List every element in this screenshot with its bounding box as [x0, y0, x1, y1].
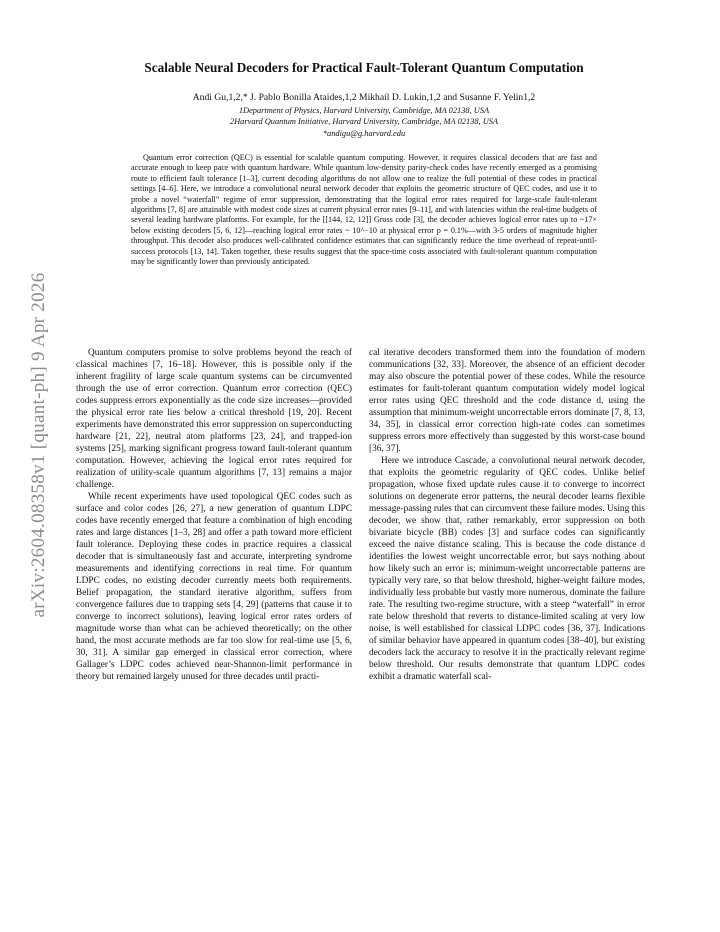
body-paragraph: Quantum computers promise to solve problems beyond the reach of classical machines [7, 16–18]. However, this is possible only if the inherent fragility of large scale quantum systems can be circumvented through the use of error correction. Quantum error correction (QEC) codes suppress errors exponentially as the code size increases—provided the physical error rate lies below a critical threshold [19, 20]. Recent experiments have demonstrated this error suppression on superconducting hardware [21, 22], neutral atom platforms [23, 24], and trapped-ion systems [25], marking significant progress toward fault-tolerant quantum computation. However, achieving the logical error rates required for realization of utility-scale quantum algorithms [7, 13] remains a major challenge.	[76, 348, 352, 490]
body-paragraph: cal iterative decoders transformed them into the foundation of modern communications [32, 33]. Moreover, the absence of an efficient decoder may also obscure the potential power of these codes. While the resource estimates for fault-tolerant quantum computation widely model logical error rates using QEC threshold and the code distance d, using the assumption that minimum-weight uncorrectable errors dominate [7, 8, 13, 34, 35], in classical error correction high-rate codes can sometimes suppress errors more effectively than suggested by this worst-case bound [36, 37].	[369, 348, 645, 454]
body-paragraph: Here we introduce Cascade, a convolutional neural network decoder, that exploits the geometric regularity of QEC codes. Unlike belief propagation, whose fixed update rules cause it to converge to incorrect solutions on degenerate error patterns, the neural decoder learns flexible message-passing rules that can circumvent these failure modes. Using this decoder, we show that, rather remarkably, error suppression on both bivariate bicycle (BB) codes [3] and surface codes can significantly exceed the naive distance scaling. This is because the code distance d identifies the lowest weight uncorrectable error, but says nothing about how likely such an error is; minimum-weight uncorrectable patterns are typically very rare, so that below threshold, higher-weight failure modes, individually less probable but vastly more numerous, dominate the failure rate. The resulting two-regime structure, with a steep “waterfall” in error rate below threshold that reverts to distance-limited scaling at very low noise, is well established for classical LDPC codes [36, 37]. Indications of similar behavior have appeared in quantum codes [38–40], but existing decoders lack the accuracy to resolve it in the practically relevant regime below threshold. Our results demonstrate that quantum LDPC codes exhibit a dramatic waterfall scal-	[369, 456, 645, 682]
body-paragraph: While recent experiments have used topological QEC codes such as surface and color codes [26, 27], a new generation of quantum LDPC codes have recently emerged that feature a combination of high encoding rates and large distances [1–3, 28] and offer a path toward more efficient fault tolerance. Deploying these codes in practice requires a classical decoder that is simultaneously fast and accurate, interpreting syndrome measurements and identifying corrections in real time. For quantum LDPC codes, no existing decoder currently meets both requirements. Belief propagation, the standard iterative algorithm, suffers from convergence failures due to trapping sets [4, 29] (patterns that cause it to converge to incorrect solutions), leaving logical error rates orders of magnitude worse than what can be achieved theoretically; on the other hand, the most accurate methods are far too slow for real-time use [5, 6, 30, 31]. A similar gap emerged in classical error correction, where Gallager’s LDPC codes achieved near-Shannon-limit performance in theory but remained largely unused for three decades until practi-	[76, 492, 352, 682]
body-column-left	[76, 347, 352, 683]
arxiv-sidebar-stamp	[20, 215, 58, 675]
paper-title: Scalable Neural Decoders for Practical Fault-Tolerant Quantum Computation	[144, 60, 584, 75]
body-column-right	[369, 347, 645, 683]
affiliation-2: 2Harvard Quantum Initiative, Harvard University, Cambridge, MA 02138, USA	[229, 117, 499, 126]
arxiv-id: arXiv:2604.08358v1 [quant-ph] 9 Apr 2026	[28, 272, 49, 618]
corresponding-email: *andigu@g.harvard.edu	[322, 129, 406, 138]
affiliation-1: 1Department of Physics, Harvard University, Cambridge, MA 02138, USA	[238, 106, 490, 115]
abstract: Quantum error correction (QEC) is essential for scalable quantum computing. However, it requires classical decoders that are fast and accurate enough to keep pace with quantum hardware. While quantum low-density parity-check codes have recently emerged as a promising route to efficient fault tolerance [1–3], current decoding algorithms do not allow one to realize the full potential of these codes in practical settings [4–6]. Here, we introduce a convolutional neural network decoder that exploits the geometric structure of QEC codes, and use it to probe a novel “waterfall” regime of error suppression, demonstrating that the logical error rates required for large-scale fault-tolerant algorithms [7, 8] are attainable with modest code sizes at current physical error rates [9–11], and with latencies within the real-time budgets of several leading hardware platforms. For example, for the [[144, 12, 12]] Gross code [3], the decoder achieves logical error rates up to ~17× below existing decoders [5, 6, 12]—reaching logical error rates ~ 10^−10 at physical error p = 0.1%—with 3-5 orders of magnitude higher throughput. This decoder also produces well-calibrated confidence estimates that can significantly reduce the time overhead of repeat-until-success protocols [13, 14]. Taken together, these results suggest that the space-time costs associated with fault-tolerant quantum computation may be significantly lower than previously anticipated.	[131, 153, 597, 267]
author-list: Andi Gu,1,2,* J. Pablo Bonilla Ataides,1,2 Mikhail D. Lukin,1,2 and Susanne F. Yelin1,2	[192, 92, 536, 103]
